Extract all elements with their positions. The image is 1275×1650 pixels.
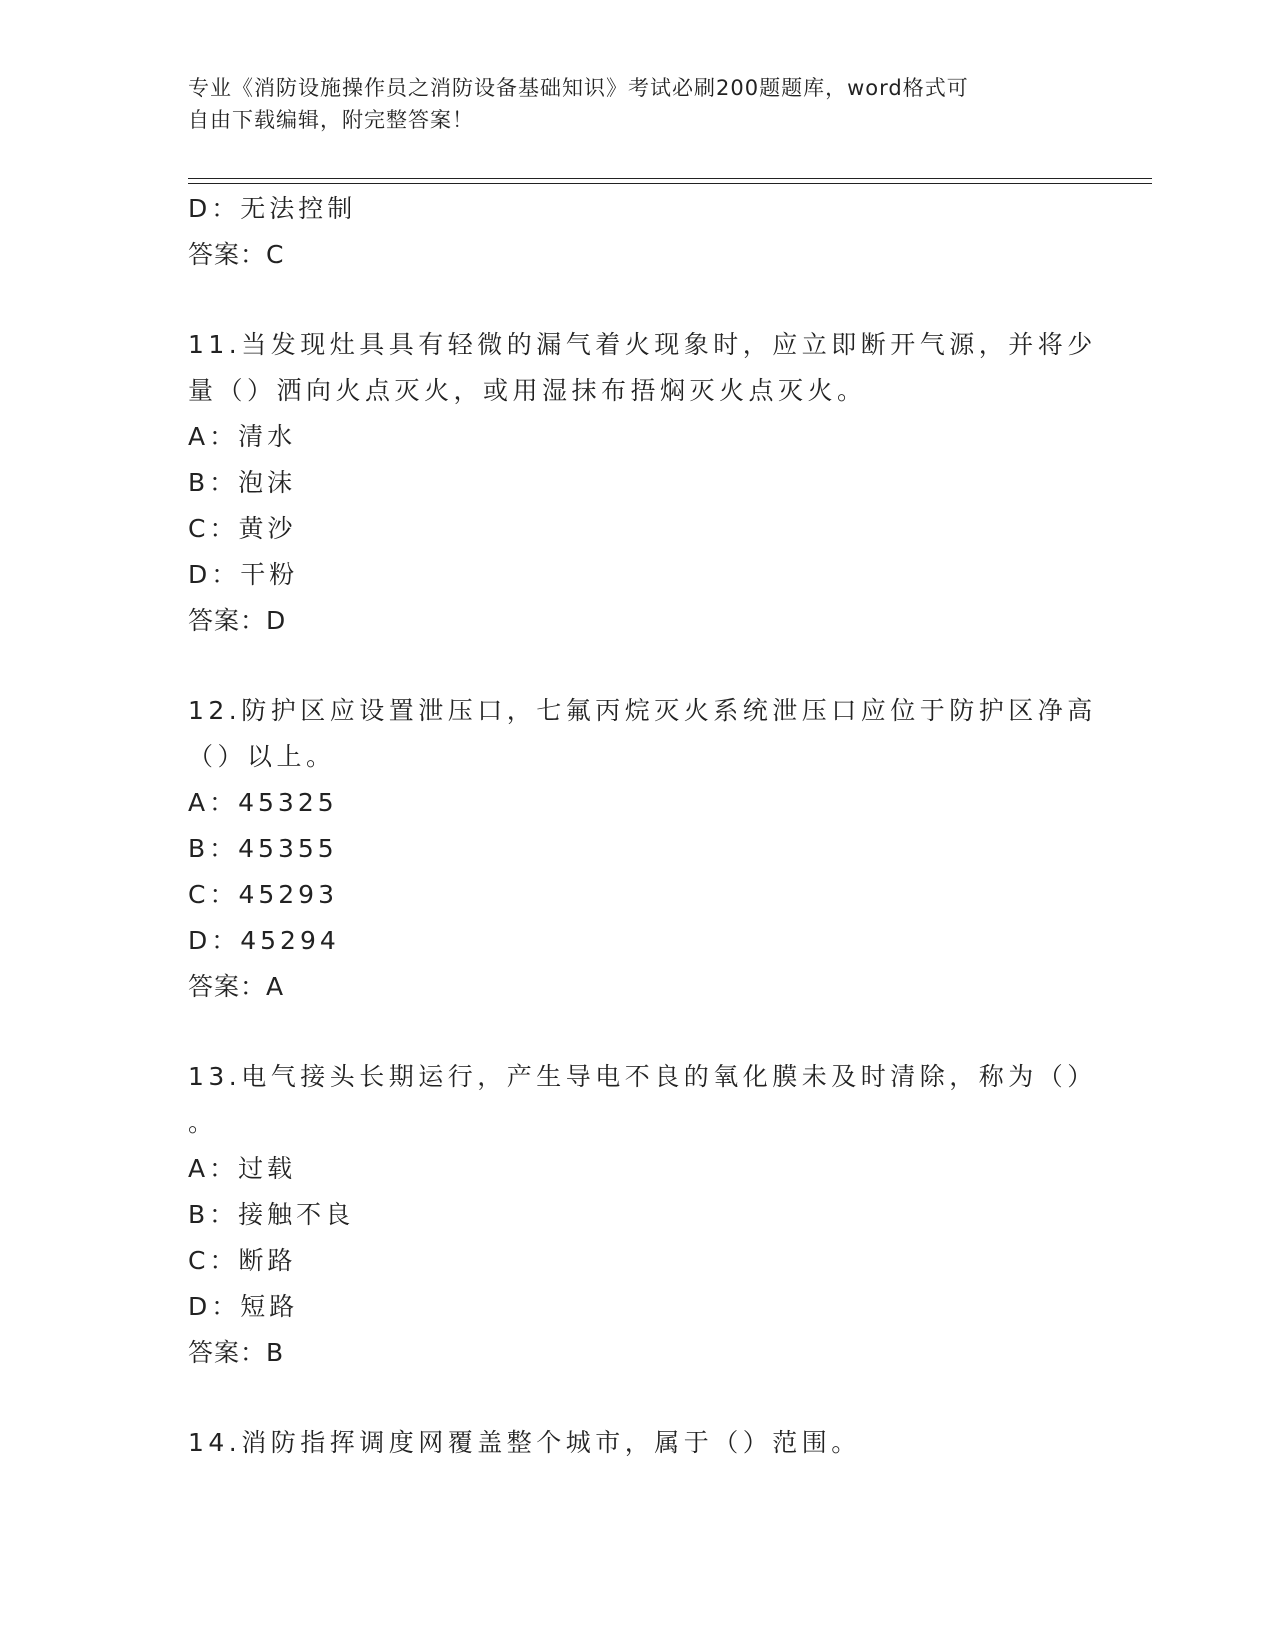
option-a: A：45325 <box>188 788 338 817</box>
prev-option-d: D：无法控制 <box>188 194 357 223</box>
option-a: A：清水 <box>188 422 297 451</box>
answer: 答案：B <box>188 1338 285 1367</box>
spacer <box>188 1010 1088 1054</box>
option-c: C：45293 <box>188 880 338 909</box>
question-text-line-2: 量（）洒向火点灭火，或用湿抹布捂焖灭火点灭火。 <box>188 376 867 405</box>
question-text-line-1: 11.当发现灶具具有轻微的漏气着火现象时，应立即断开气源，并将少 <box>188 330 1097 359</box>
header-divider-bottom <box>188 183 1152 184</box>
header-line-1: 专业《消防设施操作员之消防设备基础知识》考试必刷200题题库，word格式可 <box>188 76 969 100</box>
option-b: B：接触不良 <box>188 1200 355 1229</box>
spacer <box>188 278 1088 322</box>
question-list <box>188 186 1097 1466</box>
answer: 答案：A <box>188 972 285 1001</box>
question-text-line-2: （）以上。 <box>188 742 336 771</box>
header-line-2: 自由下载编辑，附完整答案！ <box>188 108 474 132</box>
spacer <box>188 644 1088 688</box>
question-text-line-2: 。 <box>188 1108 218 1137</box>
option-d: D：45294 <box>188 926 340 955</box>
question-14 <box>188 1420 1088 1466</box>
header-divider-top <box>188 178 1152 179</box>
question-11 <box>188 322 1097 644</box>
answer: 答案：D <box>188 606 287 635</box>
question-12 <box>188 688 1097 1010</box>
option-d: D：干粉 <box>188 560 299 589</box>
option-c: C：黄沙 <box>188 514 297 543</box>
spacer <box>188 1376 1088 1420</box>
option-b: B：45355 <box>188 834 338 863</box>
question-text-line-1: 12.防护区应设置泄压口，七氟丙烷灭火系统泄压口应位于防护区净高 <box>188 696 1097 725</box>
question-text-line-1: 14.消防指挥调度网覆盖整个城市，属于（）范围。 <box>188 1428 861 1457</box>
option-b: B：泡沫 <box>188 468 297 497</box>
option-c: C：断路 <box>188 1246 297 1275</box>
document-header <box>188 72 1068 136</box>
option-a: A：过载 <box>188 1154 297 1183</box>
prev-answer: 答案：C <box>188 240 285 269</box>
option-d: D：短路 <box>188 1292 299 1321</box>
question-13 <box>188 1054 1097 1376</box>
question-text-line-1: 13.电气接头长期运行，产生导电不良的氧化膜未及时清除，称为（） <box>188 1062 1097 1091</box>
